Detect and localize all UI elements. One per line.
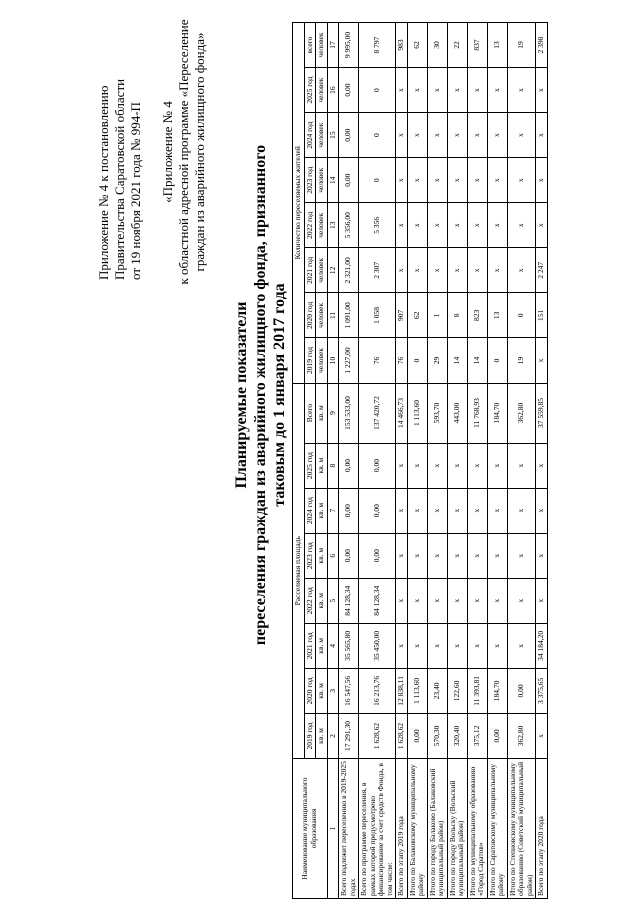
table-cell: x <box>487 203 507 248</box>
indicators-table <box>292 22 548 899</box>
table-cell: x <box>427 443 447 488</box>
table-cell: 16 547,56 <box>339 668 359 713</box>
table-cell: 122,60 <box>447 668 467 713</box>
table-cell: x <box>447 203 467 248</box>
people-year-header: 2021 год <box>304 248 316 293</box>
table-cell: x <box>447 113 467 158</box>
table-cell: 13 <box>487 23 507 68</box>
table-cell: 153 533,00 <box>339 383 359 443</box>
table-cell: x <box>427 68 447 113</box>
table-cell: x <box>487 623 507 668</box>
people-year-header: 2019 год <box>304 338 316 383</box>
table-cell: x <box>427 623 447 668</box>
table-cell: x <box>487 533 507 578</box>
table-cell: 14 <box>447 338 467 383</box>
table-cell: x <box>427 533 447 578</box>
table-cell: 823 <box>467 293 487 338</box>
table-cell: x <box>507 68 536 113</box>
title-line-1: Планируемые показатели <box>233 301 250 489</box>
table-cell: 1 091,00 <box>339 293 359 338</box>
table-cell: x <box>396 623 408 668</box>
table-cell: 2 321,00 <box>339 248 359 293</box>
table-cell: 30 <box>427 23 447 68</box>
table-cell: 3 375,65 <box>536 668 548 713</box>
table-cell: 0,00 <box>339 158 359 203</box>
table-cell: x <box>396 578 408 623</box>
table-cell: 23,40 <box>427 668 447 713</box>
table-cell: x <box>467 578 487 623</box>
table-row <box>396 23 408 899</box>
table-cell: 362,80 <box>507 713 536 758</box>
area-year-header: Всего <box>304 383 316 443</box>
annex-line: к областной адресной программе «Переселение <box>176 19 191 285</box>
table-cell: 570,30 <box>427 713 447 758</box>
municipality-name: Итого по муниципальному образованию «Город Саратов» <box>467 759 487 899</box>
column-number: 9 <box>327 383 339 443</box>
area-year-header: 2025 год <box>304 443 316 488</box>
column-number-row <box>327 23 339 899</box>
table-row <box>359 23 396 899</box>
table-cell: 0,00 <box>339 488 359 533</box>
table-cell: x <box>536 158 548 203</box>
table-cell: x <box>407 533 427 578</box>
municipality-name: Всего по программе переселения, в рамках которой предусмотрено финансирование за счет средств Фонда, в том числе: <box>359 759 396 899</box>
table-cell: x <box>507 113 536 158</box>
table-cell: 375,12 <box>467 713 487 758</box>
table-cell: 907 <box>396 293 408 338</box>
column-number: 7 <box>327 488 339 533</box>
table-cell: x <box>487 113 507 158</box>
municipality-name: Итого по городу Балаково (Балаковский муниципальный район) <box>427 759 447 899</box>
people-year-header: 2024 год <box>304 113 316 158</box>
municipality-name: Всего по этапу 2019 года <box>396 759 408 899</box>
people-unit-header: человек <box>316 158 328 203</box>
table-cell: 0 <box>359 113 396 158</box>
table-cell: 37 559,85 <box>536 383 548 443</box>
table-cell: x <box>467 623 487 668</box>
table-cell: 84 128,34 <box>359 578 396 623</box>
annex-line: граждан из аварийного жилищного фонда» <box>192 32 207 272</box>
table-cell: 62 <box>407 293 427 338</box>
table-cell: x <box>536 443 548 488</box>
approval-line: Правительства Саратовской области <box>112 78 127 280</box>
table-cell: 19 <box>507 23 536 68</box>
table-cell: 9 995,00 <box>339 23 359 68</box>
table-cell: 8 797 <box>359 23 396 68</box>
table-cell: 16 213,76 <box>359 668 396 713</box>
municipality-name: Итого по Балаковскому муниципальному району <box>407 759 427 899</box>
table-cell: x <box>507 533 536 578</box>
people-unit-header: человек <box>316 68 328 113</box>
document-title <box>232 135 289 655</box>
table-row <box>339 23 359 899</box>
table-cell: x <box>507 488 536 533</box>
column-number: 8 <box>327 443 339 488</box>
table-cell: x <box>396 68 408 113</box>
area-unit-header: кв. м <box>316 383 328 443</box>
people-unit-header: человек <box>316 203 328 248</box>
table-cell: x <box>507 578 536 623</box>
table-cell: 1 058 <box>359 293 396 338</box>
area-year-header: 2020 год <box>304 668 316 713</box>
table-cell: 0,00 <box>359 488 396 533</box>
table-cell: 0 <box>487 338 507 383</box>
table-cell: 1 628,62 <box>396 713 408 758</box>
people-unit-header: человек <box>316 113 328 158</box>
table-cell: x <box>407 248 427 293</box>
table-cell: 0,00 <box>339 68 359 113</box>
table-cell: 0,00 <box>487 713 507 758</box>
table-cell: 983 <box>396 23 408 68</box>
table-cell: x <box>467 203 487 248</box>
approval-header <box>96 20 144 280</box>
annex-header <box>160 0 208 307</box>
area-year-header: 2019 год <box>304 713 316 758</box>
table-cell: 0 <box>407 338 427 383</box>
table-cell: x <box>467 533 487 578</box>
table-cell: 8 <box>447 293 467 338</box>
table-cell: 2 398 <box>536 23 548 68</box>
column-number: 17 <box>327 23 339 68</box>
table-cell: 1 227,00 <box>339 338 359 383</box>
table-cell: 0,00 <box>339 113 359 158</box>
table-cell: 184,70 <box>487 668 507 713</box>
column-number: 14 <box>327 158 339 203</box>
table-cell: x <box>427 488 447 533</box>
table-cell: 12 838,11 <box>396 668 408 713</box>
table-cell: x <box>487 578 507 623</box>
municipality-name: Всего по этапу 2020 года <box>536 759 548 899</box>
table-cell: x <box>447 578 467 623</box>
table-cell: x <box>487 488 507 533</box>
table-cell: x <box>427 203 447 248</box>
table-cell: x <box>447 533 467 578</box>
people-unit-header: человек <box>316 293 328 338</box>
table-cell: 151 <box>536 293 548 338</box>
table-cell: 320,40 <box>447 713 467 758</box>
table-row <box>536 23 548 899</box>
table-cell: 0,00 <box>339 533 359 578</box>
column-number: 3 <box>327 668 339 713</box>
table-cell: x <box>396 113 408 158</box>
area-year-header: 2023 год <box>304 533 316 578</box>
table-cell: 5 356 <box>359 203 396 248</box>
table-cell: 11 393,81 <box>467 668 487 713</box>
area-year-header: 2021 год <box>304 623 316 668</box>
table-cell: 0,00 <box>359 533 396 578</box>
table-cell: x <box>407 488 427 533</box>
column-number: 12 <box>327 248 339 293</box>
column-number: 16 <box>327 68 339 113</box>
table-cell: x <box>447 68 467 113</box>
table-row <box>487 23 507 899</box>
table-cell: 137 420,72 <box>359 383 396 443</box>
table-cell: 593,70 <box>427 383 447 443</box>
table-cell: x <box>407 578 427 623</box>
people-year-header: 2025 год <box>304 68 316 113</box>
municipality-name: Итого по Саратовскому муниципальному району <box>487 759 507 899</box>
table-cell: x <box>507 623 536 668</box>
table-cell: x <box>507 158 536 203</box>
table-cell: x <box>407 113 427 158</box>
table-row <box>427 23 447 899</box>
table-cell: 1 <box>427 293 447 338</box>
table-cell: x <box>536 113 548 158</box>
table-cell: x <box>407 623 427 668</box>
table-cell: x <box>467 158 487 203</box>
table-cell: 14 <box>467 338 487 383</box>
table-cell: x <box>396 158 408 203</box>
table-cell: x <box>447 488 467 533</box>
people-year-header: всего <box>304 23 316 68</box>
table-cell: 22 <box>447 23 467 68</box>
column-number: 15 <box>327 113 339 158</box>
table-row <box>467 23 487 899</box>
table-cell: 837 <box>467 23 487 68</box>
people-unit-header: человек <box>316 248 328 293</box>
approval-line: от 19 ноября 2021 года № 994-П <box>128 102 143 280</box>
table-row <box>447 23 467 899</box>
approval-line: Приложение № 4 к постановлению <box>96 85 111 280</box>
table-cell: x <box>427 113 447 158</box>
people-year-header: 2020 год <box>304 293 316 338</box>
table-cell: 14 466,73 <box>396 383 408 443</box>
table-cell: 0 <box>359 68 396 113</box>
table-cell: x <box>467 113 487 158</box>
table-cell: x <box>536 68 548 113</box>
people-year-header: 2023 год <box>304 158 316 203</box>
table-cell: x <box>407 68 427 113</box>
people-unit-header: человек <box>316 338 328 383</box>
table-cell: x <box>536 338 548 383</box>
column-number: 13 <box>327 203 339 248</box>
table-cell: x <box>507 203 536 248</box>
area-unit-header: кв. м <box>316 533 328 578</box>
table-cell: 0,00 <box>339 443 359 488</box>
table-cell: x <box>407 158 427 203</box>
header-row <box>293 23 305 899</box>
table-row <box>407 23 427 899</box>
table-cell: 62 <box>407 23 427 68</box>
column-number: 4 <box>327 623 339 668</box>
people-year-header: 2022 год <box>304 203 316 248</box>
table-cell: x <box>507 443 536 488</box>
area-unit-header: кв. м <box>316 668 328 713</box>
table-cell: x <box>536 203 548 248</box>
table-cell: x <box>396 248 408 293</box>
table-cell: x <box>407 443 427 488</box>
table-cell: x <box>467 68 487 113</box>
column-number: 5 <box>327 578 339 623</box>
table-cell: 17 291,30 <box>339 713 359 758</box>
table-cell: 362,80 <box>507 383 536 443</box>
table-cell: x <box>407 203 427 248</box>
table-cell: x <box>507 248 536 293</box>
table-cell: x <box>536 488 548 533</box>
table-cell: x <box>487 443 507 488</box>
column-number: 2 <box>327 713 339 758</box>
table-cell: x <box>487 248 507 293</box>
table-cell: 35 450,00 <box>359 623 396 668</box>
area-unit-header: кв. м <box>316 443 328 488</box>
area-unit-header: кв. м <box>316 578 328 623</box>
people-group-header: Количество переселяемых жителей <box>293 23 305 384</box>
table-cell: 2 247 <box>536 248 548 293</box>
area-year-header: 2022 год <box>304 578 316 623</box>
table-cell: x <box>487 68 507 113</box>
table-cell: 1 113,60 <box>407 668 427 713</box>
table-cell: x <box>427 158 447 203</box>
table-cell: 1 628,62 <box>359 713 396 758</box>
name-column-header: Наименование муниципального образования <box>293 759 328 899</box>
table-cell: 84 128,34 <box>339 578 359 623</box>
table-cell: 0 <box>359 158 396 203</box>
table-cell: x <box>396 443 408 488</box>
table-row <box>507 23 536 899</box>
table-cell: x <box>447 248 467 293</box>
table-cell: 76 <box>359 338 396 383</box>
table-cell: x <box>536 713 548 758</box>
column-number: 11 <box>327 293 339 338</box>
area-group-header: Расселяемая площадь <box>293 383 305 758</box>
area-unit-header: кв. м <box>316 623 328 668</box>
table-cell: x <box>427 578 447 623</box>
table-cell: 1 113,60 <box>407 383 427 443</box>
table-cell: x <box>396 488 408 533</box>
table-cell: 34 184,20 <box>536 623 548 668</box>
people-unit-header: человек <box>316 23 328 68</box>
table-cell: x <box>536 533 548 578</box>
table-cell: 0 <box>507 293 536 338</box>
table-cell: x <box>536 578 548 623</box>
area-year-header: 2024 год <box>304 488 316 533</box>
table-cell: x <box>467 488 487 533</box>
table-cell: x <box>467 248 487 293</box>
table-cell: 5 356,00 <box>339 203 359 248</box>
table-cell: 76 <box>396 338 408 383</box>
column-number: 10 <box>327 338 339 383</box>
table-cell: 443,00 <box>447 383 467 443</box>
table-cell: 0,00 <box>407 713 427 758</box>
table-cell: x <box>396 203 408 248</box>
municipality-name: Итого по Степновскому муниципальному образованию (Советский муниципальный район) <box>507 759 536 899</box>
area-unit-header: кв. м <box>316 713 328 758</box>
table-cell: x <box>396 533 408 578</box>
municipality-name: Всего подлежит переселению в 2019-2025 годах <box>339 759 359 899</box>
table-cell: 0,00 <box>359 443 396 488</box>
table-cell: 0,00 <box>507 668 536 713</box>
table-cell: x <box>427 248 447 293</box>
table-cell: 184,70 <box>487 383 507 443</box>
column-number: 6 <box>327 533 339 578</box>
table-cell: x <box>447 158 467 203</box>
table-cell: 19 <box>507 338 536 383</box>
table-cell: 11 768,93 <box>467 383 487 443</box>
title-line-2: переселения граждан из аварийного жилищного фонда, признанного таковым до 1 января 2017 года <box>252 144 288 646</box>
table-cell: 35 565,80 <box>339 623 359 668</box>
table-cell: 13 <box>487 293 507 338</box>
column-number: 1 <box>327 759 339 899</box>
table-cell: 2 307 <box>359 248 396 293</box>
area-unit-header: кв. м <box>316 488 328 533</box>
table-cell: x <box>447 443 467 488</box>
table-cell: 29 <box>427 338 447 383</box>
table-cell: x <box>487 158 507 203</box>
annex-line: «Приложение № 4 <box>160 101 175 203</box>
table-cell: x <box>467 443 487 488</box>
municipality-name: Итого по городу Вольску (Вольский муниципальный район) <box>447 759 467 899</box>
table-cell: x <box>447 623 467 668</box>
